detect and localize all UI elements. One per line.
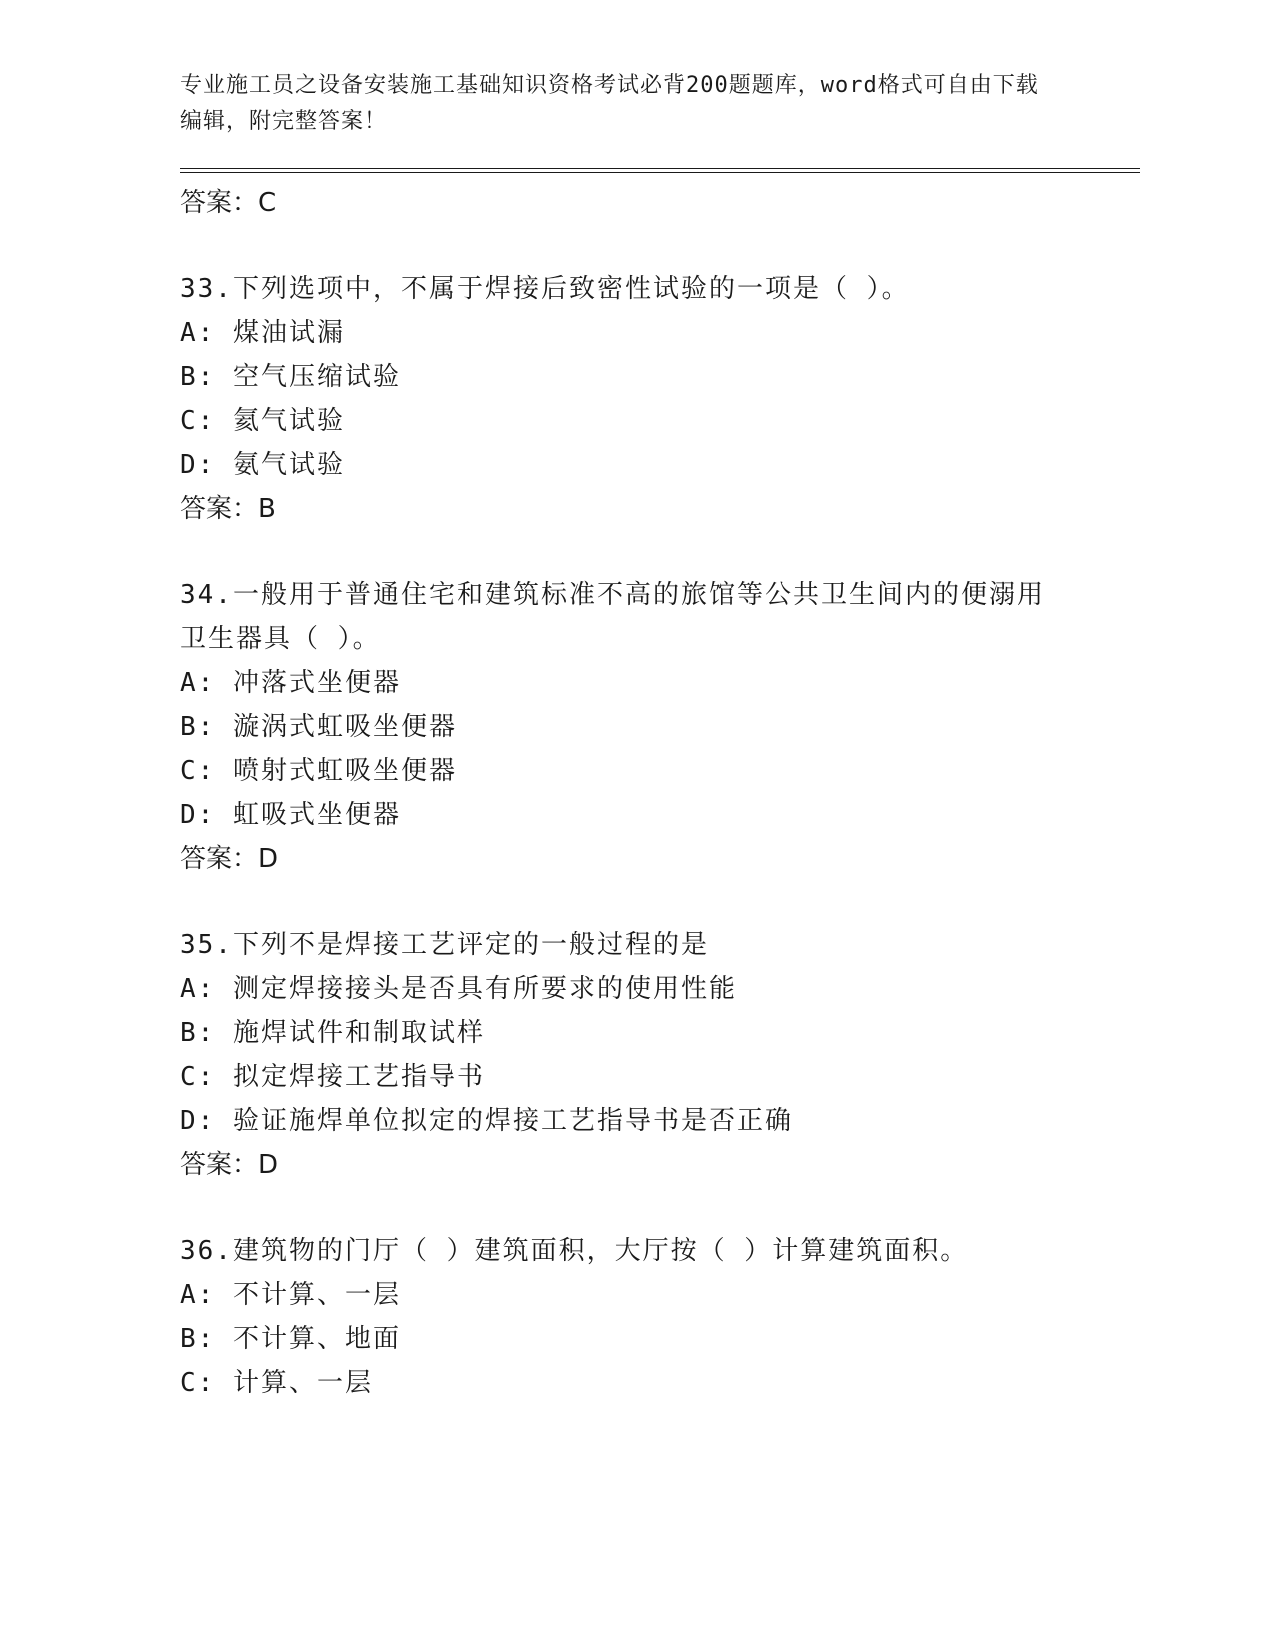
option-a: A: 测定焊接接头是否具有所要求的使用性能 [180, 974, 737, 1004]
option-a: A: 煤油试漏 [180, 318, 345, 348]
option-d: D: 验证施焊单位拟定的焊接工艺指导书是否正确 [180, 1106, 793, 1136]
question-answer: 答案：D [180, 844, 279, 874]
option-d: D: 氨气试验 [180, 450, 345, 480]
question-text: 34.一般用于普通住宅和建筑标准不高的旅馆等公共卫生间内的便溺用卫生器具（ ）。 [180, 580, 1045, 654]
option-b: B: 空气压缩试验 [180, 362, 401, 392]
question-answer: 答案：D [180, 1150, 279, 1180]
question-text: 36.建筑物的门厅（ ）建筑面积，大厅按（ ）计算建筑面积。 [180, 1236, 969, 1266]
document-header-title: 专业施工员之设备安装施工基础知识资格考试必背200题题库，word格式可自由下载编辑，附完整答案！ [180, 73, 1039, 134]
question-text: 35.下列不是焊接工艺评定的一般过程的是 [180, 930, 709, 960]
option-b: B: 漩涡式虹吸坐便器 [180, 712, 457, 742]
question-text: 33.下列选项中，不属于焊接后致密性试验的一项是（ ）。 [180, 274, 910, 304]
option-c: C: 拟定焊接工艺指导书 [180, 1062, 485, 1092]
option-c: C: 喷射式虹吸坐便器 [180, 756, 457, 786]
question-34 [180, 573, 1140, 881]
header-divider [180, 168, 1140, 173]
previous-answer: 答案：C [180, 188, 277, 218]
option-c: C: 氦气试验 [180, 406, 345, 436]
option-b: B: 施焊试件和制取试样 [180, 1018, 485, 1048]
question-33 [180, 267, 1140, 531]
question-36 [180, 1229, 1140, 1405]
option-c: C: 计算、一层 [180, 1368, 373, 1398]
question-35 [180, 923, 1140, 1187]
option-a: A: 不计算、一层 [180, 1280, 401, 1310]
question-answer: 答案：B [180, 494, 276, 524]
document-page [180, 68, 1140, 1405]
option-b: B: 不计算、地面 [180, 1324, 401, 1354]
option-d: D: 虹吸式坐便器 [180, 800, 401, 830]
option-a: A: 冲落式坐便器 [180, 668, 401, 698]
